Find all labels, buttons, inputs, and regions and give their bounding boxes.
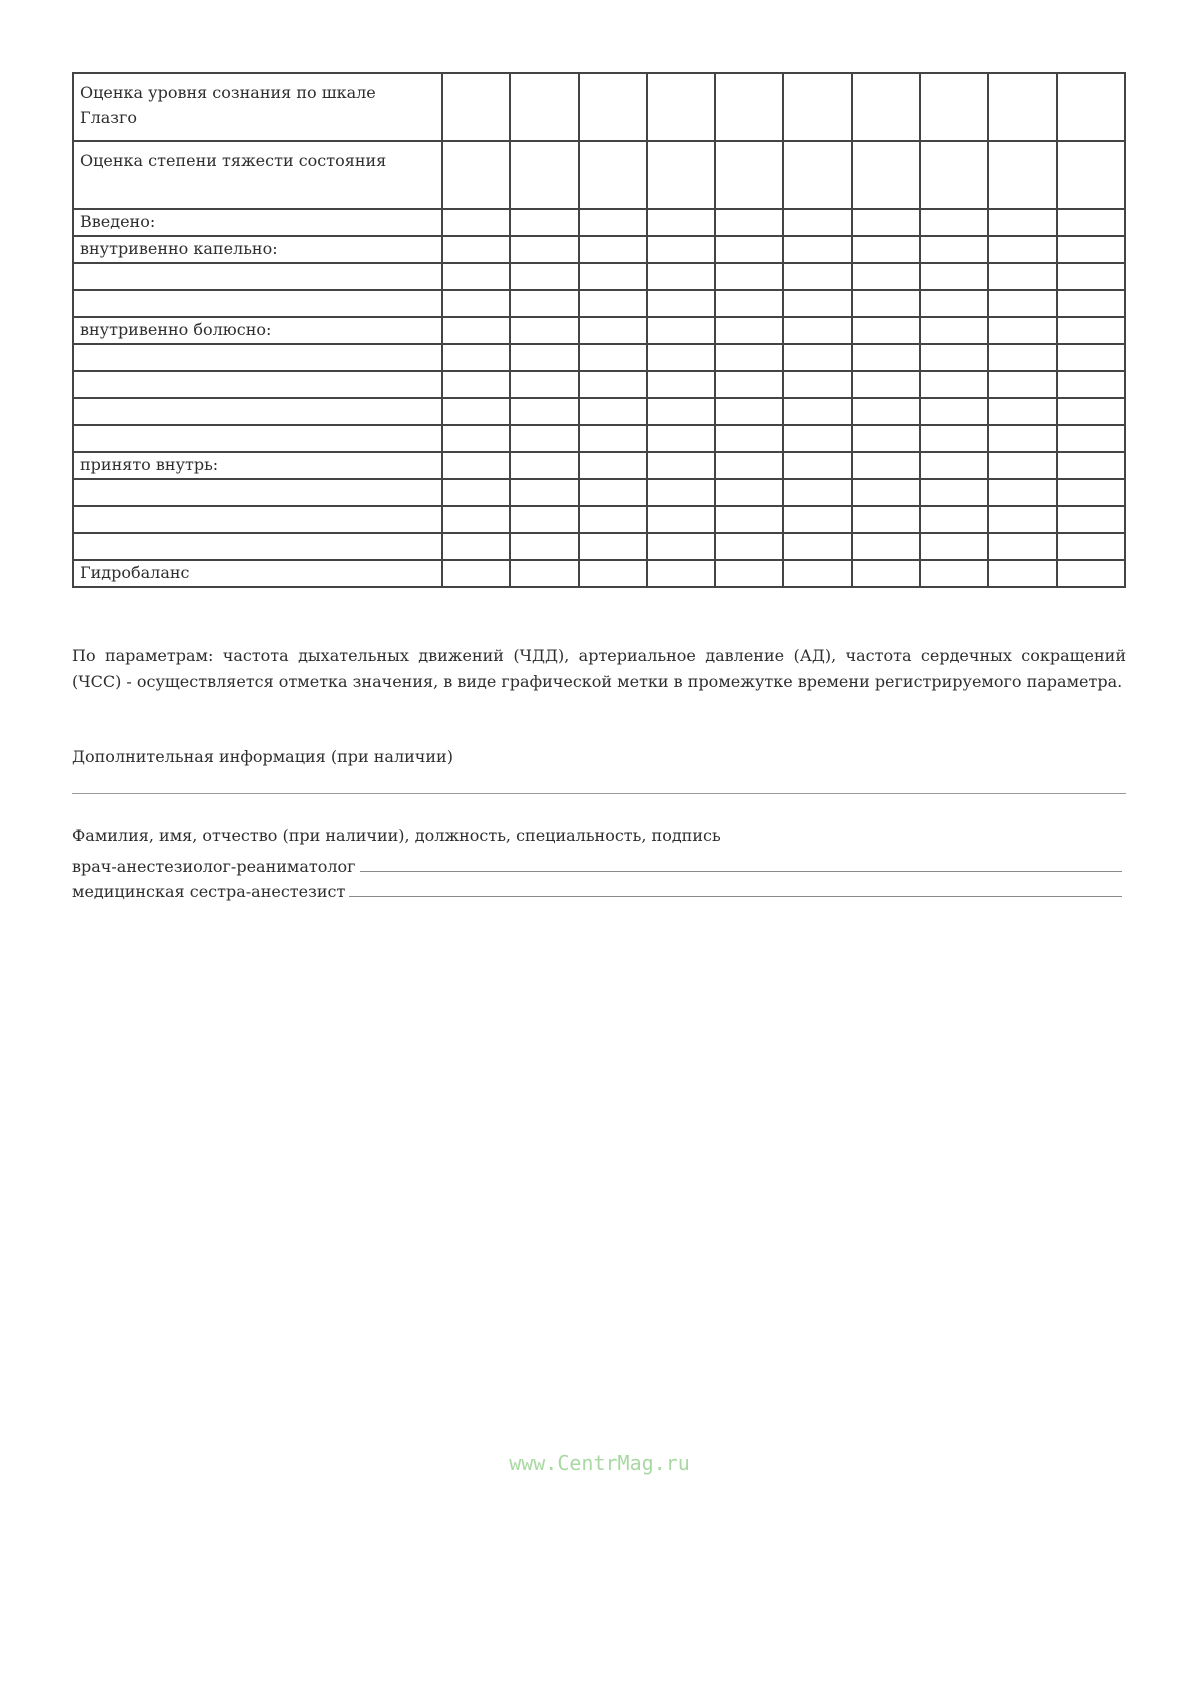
value-cell[interactable] bbox=[579, 209, 647, 236]
value-cell[interactable] bbox=[920, 317, 988, 344]
value-cell[interactable] bbox=[1057, 533, 1125, 560]
value-cell[interactable] bbox=[510, 263, 578, 290]
value-cell[interactable] bbox=[920, 398, 988, 425]
table-row bbox=[73, 236, 1125, 263]
value-cell[interactable] bbox=[715, 344, 783, 371]
value-cell[interactable] bbox=[852, 290, 920, 317]
table-row bbox=[73, 317, 1125, 344]
table-row bbox=[73, 344, 1125, 371]
value-cell[interactable] bbox=[852, 344, 920, 371]
value-cell[interactable] bbox=[852, 479, 920, 506]
value-cell[interactable] bbox=[1057, 371, 1125, 398]
row-label bbox=[73, 425, 442, 452]
value-cell[interactable] bbox=[647, 398, 715, 425]
value-cell[interactable] bbox=[783, 425, 851, 452]
anesthesiologist-signature-row bbox=[72, 852, 1122, 876]
value-cell[interactable] bbox=[510, 452, 578, 479]
value-cell[interactable] bbox=[783, 141, 851, 209]
value-cell[interactable] bbox=[852, 317, 920, 344]
extra-info-line[interactable] bbox=[72, 793, 1126, 794]
row-label: Гидробаланс bbox=[73, 560, 442, 587]
value-cell[interactable] bbox=[920, 263, 988, 290]
value-cell[interactable] bbox=[510, 479, 578, 506]
value-cell[interactable] bbox=[852, 141, 920, 209]
value-cell[interactable] bbox=[715, 452, 783, 479]
value-cell[interactable] bbox=[715, 73, 783, 141]
value-cell[interactable] bbox=[715, 290, 783, 317]
value-cell[interactable] bbox=[647, 479, 715, 506]
value-cell[interactable] bbox=[988, 141, 1056, 209]
value-cell[interactable] bbox=[442, 141, 510, 209]
value-cell[interactable] bbox=[1057, 73, 1125, 141]
value-cell[interactable] bbox=[920, 236, 988, 263]
value-cell[interactable] bbox=[442, 209, 510, 236]
row-label bbox=[73, 344, 442, 371]
value-cell[interactable] bbox=[715, 236, 783, 263]
value-cell[interactable] bbox=[783, 317, 851, 344]
value-cell[interactable] bbox=[442, 452, 510, 479]
value-cell[interactable] bbox=[442, 533, 510, 560]
table-row bbox=[73, 73, 1125, 141]
row-label bbox=[73, 371, 442, 398]
value-cell[interactable] bbox=[852, 452, 920, 479]
value-cell[interactable] bbox=[988, 209, 1056, 236]
value-cell[interactable] bbox=[647, 533, 715, 560]
value-cell[interactable] bbox=[579, 560, 647, 587]
value-cell[interactable] bbox=[988, 317, 1056, 344]
value-cell[interactable] bbox=[783, 236, 851, 263]
value-cell[interactable] bbox=[579, 452, 647, 479]
table-row bbox=[73, 506, 1125, 533]
value-cell[interactable] bbox=[442, 425, 510, 452]
watermark: www.CentrMag.ru bbox=[509, 1451, 690, 1475]
value-cell[interactable] bbox=[988, 479, 1056, 506]
value-cell[interactable] bbox=[783, 371, 851, 398]
value-cell[interactable] bbox=[647, 73, 715, 141]
value-cell[interactable] bbox=[510, 73, 578, 141]
value-cell[interactable] bbox=[783, 344, 851, 371]
value-cell[interactable] bbox=[510, 398, 578, 425]
nurse-signature-line[interactable] bbox=[349, 896, 1122, 897]
value-cell[interactable] bbox=[1057, 452, 1125, 479]
nurse-signature-row bbox=[72, 877, 1122, 901]
value-cell[interactable] bbox=[510, 209, 578, 236]
value-cell[interactable] bbox=[647, 141, 715, 209]
value-cell[interactable] bbox=[1057, 290, 1125, 317]
value-cell[interactable] bbox=[783, 263, 851, 290]
value-cell[interactable] bbox=[1057, 209, 1125, 236]
table-row bbox=[73, 398, 1125, 425]
anesthesiologist-label: врач-анестезиолог-реаниматолог bbox=[72, 857, 356, 876]
value-cell[interactable] bbox=[647, 425, 715, 452]
value-cell[interactable] bbox=[920, 371, 988, 398]
value-cell[interactable] bbox=[647, 236, 715, 263]
value-cell[interactable] bbox=[579, 425, 647, 452]
value-cell[interactable] bbox=[1057, 317, 1125, 344]
value-cell[interactable] bbox=[715, 317, 783, 344]
value-cell[interactable] bbox=[510, 425, 578, 452]
value-cell[interactable] bbox=[647, 290, 715, 317]
value-cell[interactable] bbox=[1057, 263, 1125, 290]
value-cell[interactable] bbox=[442, 560, 510, 587]
value-cell[interactable] bbox=[510, 344, 578, 371]
row-label bbox=[73, 263, 442, 290]
value-cell[interactable] bbox=[988, 398, 1056, 425]
anesthesiologist-signature-line[interactable] bbox=[360, 871, 1122, 872]
value-cell[interactable] bbox=[920, 209, 988, 236]
value-cell[interactable] bbox=[783, 479, 851, 506]
value-cell[interactable] bbox=[510, 141, 578, 209]
signature-title: Фамилия, имя, отчество (при наличии), должность, специальность, подпись bbox=[72, 826, 721, 845]
nurse-label: медицинская сестра-анестезист bbox=[72, 882, 346, 901]
value-cell[interactable] bbox=[579, 236, 647, 263]
value-cell[interactable] bbox=[647, 263, 715, 290]
value-cell[interactable] bbox=[647, 506, 715, 533]
table-row bbox=[73, 263, 1125, 290]
value-cell[interactable] bbox=[510, 506, 578, 533]
extra-info-label: Дополнительная информация (при наличии) bbox=[72, 747, 453, 766]
row-label: Оценка уровня сознания по шкале Глазго bbox=[73, 73, 442, 141]
value-cell[interactable] bbox=[920, 479, 988, 506]
parameters-note: По параметрам: частота дыхательных движений (ЧДД), артериальное давление (АД), частота сердечных сокращений (ЧСС) - осуществляется отметка значения, в виде графической метки в промежутке времени регистрируемого параметра. bbox=[72, 646, 1126, 691]
value-cell[interactable] bbox=[783, 209, 851, 236]
table-row bbox=[73, 371, 1125, 398]
value-cell[interactable] bbox=[920, 452, 988, 479]
row-label bbox=[73, 398, 442, 425]
value-cell[interactable] bbox=[783, 533, 851, 560]
value-cell[interactable] bbox=[920, 344, 988, 371]
row-label bbox=[73, 506, 442, 533]
value-cell[interactable] bbox=[920, 560, 988, 587]
value-cell[interactable] bbox=[579, 533, 647, 560]
value-cell[interactable] bbox=[442, 398, 510, 425]
value-cell[interactable] bbox=[920, 141, 988, 209]
value-cell[interactable] bbox=[579, 371, 647, 398]
value-cell[interactable] bbox=[1057, 560, 1125, 587]
value-cell[interactable] bbox=[579, 141, 647, 209]
table-row bbox=[73, 533, 1125, 560]
value-cell[interactable] bbox=[715, 479, 783, 506]
value-cell[interactable] bbox=[920, 506, 988, 533]
value-cell[interactable] bbox=[852, 236, 920, 263]
value-cell[interactable] bbox=[852, 73, 920, 141]
row-label: Введено: bbox=[73, 209, 442, 236]
value-cell[interactable] bbox=[715, 263, 783, 290]
value-cell[interactable] bbox=[852, 371, 920, 398]
value-cell[interactable] bbox=[442, 317, 510, 344]
row-label: Оценка степени тяжести состояния bbox=[73, 141, 442, 209]
value-cell[interactable] bbox=[442, 236, 510, 263]
value-cell[interactable] bbox=[442, 73, 510, 141]
table-row bbox=[73, 560, 1125, 587]
table-row bbox=[73, 141, 1125, 209]
value-cell[interactable] bbox=[715, 371, 783, 398]
value-cell[interactable] bbox=[783, 560, 851, 587]
value-cell[interactable] bbox=[442, 506, 510, 533]
row-label: внутривенно болюсно: bbox=[73, 317, 442, 344]
value-cell[interactable] bbox=[579, 479, 647, 506]
value-cell[interactable] bbox=[510, 290, 578, 317]
table-row bbox=[73, 425, 1125, 452]
value-cell[interactable] bbox=[988, 73, 1056, 141]
value-cell[interactable] bbox=[920, 425, 988, 452]
value-cell[interactable] bbox=[510, 371, 578, 398]
value-cell[interactable] bbox=[715, 506, 783, 533]
value-cell[interactable] bbox=[715, 533, 783, 560]
value-cell[interactable] bbox=[647, 317, 715, 344]
value-cell[interactable] bbox=[852, 398, 920, 425]
value-cell[interactable] bbox=[442, 290, 510, 317]
value-cell[interactable] bbox=[988, 533, 1056, 560]
value-cell[interactable] bbox=[442, 479, 510, 506]
value-cell[interactable] bbox=[579, 73, 647, 141]
value-cell[interactable] bbox=[783, 452, 851, 479]
table-row bbox=[73, 479, 1125, 506]
row-label: внутривенно капельно: bbox=[73, 236, 442, 263]
value-cell[interactable] bbox=[579, 398, 647, 425]
value-cell[interactable] bbox=[442, 263, 510, 290]
value-cell[interactable] bbox=[715, 398, 783, 425]
row-label bbox=[73, 479, 442, 506]
value-cell[interactable] bbox=[647, 209, 715, 236]
row-label bbox=[73, 533, 442, 560]
value-cell[interactable] bbox=[988, 263, 1056, 290]
value-cell[interactable] bbox=[852, 263, 920, 290]
table-row bbox=[73, 290, 1125, 317]
value-cell[interactable] bbox=[442, 371, 510, 398]
value-cell[interactable] bbox=[988, 290, 1056, 317]
value-cell[interactable] bbox=[715, 560, 783, 587]
value-cell[interactable] bbox=[1057, 398, 1125, 425]
value-cell[interactable] bbox=[510, 533, 578, 560]
value-cell[interactable] bbox=[920, 290, 988, 317]
value-cell[interactable] bbox=[715, 209, 783, 236]
value-cell[interactable] bbox=[852, 560, 920, 587]
value-cell[interactable] bbox=[579, 506, 647, 533]
value-cell[interactable] bbox=[647, 344, 715, 371]
row-label: принято внутрь: bbox=[73, 452, 442, 479]
value-cell[interactable] bbox=[647, 560, 715, 587]
value-cell[interactable] bbox=[579, 290, 647, 317]
value-cell[interactable] bbox=[988, 452, 1056, 479]
value-cell[interactable] bbox=[988, 560, 1056, 587]
value-cell[interactable] bbox=[852, 209, 920, 236]
value-cell[interactable] bbox=[852, 533, 920, 560]
value-cell[interactable] bbox=[579, 317, 647, 344]
table-row bbox=[73, 209, 1125, 236]
value-cell[interactable] bbox=[647, 371, 715, 398]
value-cell[interactable] bbox=[510, 236, 578, 263]
value-cell[interactable] bbox=[852, 425, 920, 452]
value-cell[interactable] bbox=[783, 506, 851, 533]
value-cell[interactable] bbox=[988, 371, 1056, 398]
value-cell[interactable] bbox=[442, 344, 510, 371]
monitoring-table bbox=[72, 72, 1126, 588]
value-cell[interactable] bbox=[1057, 506, 1125, 533]
value-cell[interactable] bbox=[1057, 479, 1125, 506]
value-cell[interactable] bbox=[647, 452, 715, 479]
value-cell[interactable] bbox=[852, 506, 920, 533]
value-cell[interactable] bbox=[510, 317, 578, 344]
value-cell[interactable] bbox=[783, 290, 851, 317]
value-cell[interactable] bbox=[920, 533, 988, 560]
value-cell[interactable] bbox=[1057, 236, 1125, 263]
value-cell[interactable] bbox=[510, 560, 578, 587]
table-row bbox=[73, 452, 1125, 479]
value-cell[interactable] bbox=[1057, 425, 1125, 452]
value-cell[interactable] bbox=[783, 398, 851, 425]
value-cell[interactable] bbox=[988, 506, 1056, 533]
value-cell[interactable] bbox=[783, 73, 851, 141]
row-label bbox=[73, 290, 442, 317]
value-cell[interactable] bbox=[988, 236, 1056, 263]
value-cell[interactable] bbox=[579, 344, 647, 371]
value-cell[interactable] bbox=[988, 344, 1056, 371]
value-cell[interactable] bbox=[988, 425, 1056, 452]
value-cell[interactable] bbox=[1057, 344, 1125, 371]
value-cell[interactable] bbox=[715, 425, 783, 452]
value-cell[interactable] bbox=[715, 141, 783, 209]
value-cell[interactable] bbox=[920, 73, 988, 141]
value-cell[interactable] bbox=[1057, 141, 1125, 209]
value-cell[interactable] bbox=[579, 263, 647, 290]
